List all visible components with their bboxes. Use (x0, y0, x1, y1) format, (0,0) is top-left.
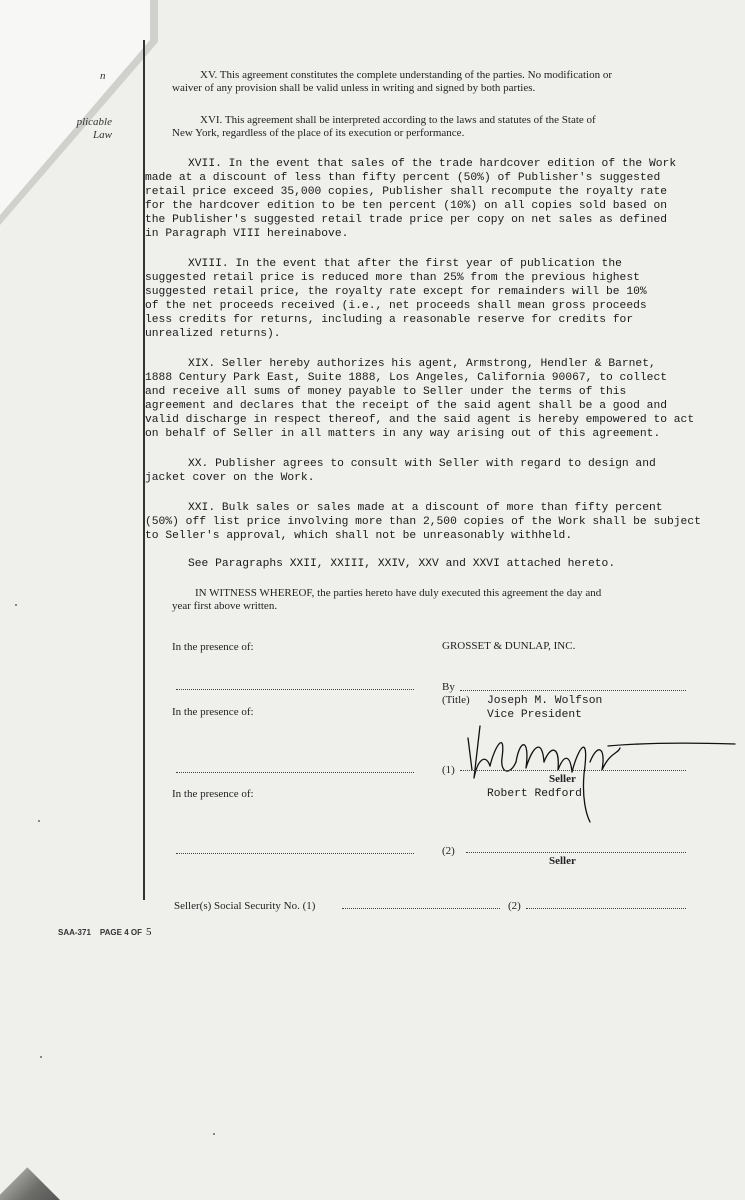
clause-xix-line: XIX. Seller hereby authorizes his agent, Armstrong, Hendler & Barnet, (188, 358, 656, 370)
clause-xviii-line: suggested retail price is reduced more than 25% from the previous highest (145, 272, 640, 284)
publisher-name: GROSSET & DUNLAP, INC. (442, 640, 576, 652)
seller1-name: Robert Redford (487, 788, 582, 800)
page-label: PAGE 4 OF (99, 928, 142, 937)
by-signature-line (460, 690, 686, 691)
page-footer (58, 922, 152, 940)
ssn-label: Seller(s) Social Security No. (1) (174, 900, 316, 912)
clause-xix-line: agreement and declares that the receipt of the said agent shall be a good and (145, 400, 668, 412)
clause-xvii-line: XVII. In the event that sales of the trade hardcover edition of the Work (188, 158, 677, 170)
signer-title: Vice President (487, 709, 582, 721)
ssn1-line (342, 908, 500, 909)
margin-note-applicable: plicable (76, 116, 112, 128)
clause-xvii-line: for the hardcover edition to be ten percent (10%) on all copies sold based on (145, 200, 668, 212)
ssn2-line (526, 908, 686, 909)
seller1-label: Seller (549, 773, 576, 785)
speck (213, 1133, 215, 1135)
seller1-signature-line (460, 770, 686, 771)
clause-xix-line: and receive all sums of money payable to Seller under the terms of this (145, 386, 627, 398)
clause-xix-line: valid discharge in respect thereof, and the said agent is hereby empowered to act (145, 414, 695, 426)
form-number: SAA-371 (58, 928, 91, 937)
margin-note-law: Law (93, 129, 112, 141)
underlying-page-corner (0, 0, 150, 215)
page-corner-shadow (0, 1140, 60, 1200)
witness-line1: IN WITNESS WHEREOF, the parties hereto have duly executed this agreement the day and (195, 587, 602, 599)
speck (38, 820, 40, 822)
title-label: (Title) (442, 694, 470, 706)
clause-xv-line2: waiver of any provision shall be valid unless in writing and signed by both parties. (172, 82, 536, 94)
clause-xviii-line: unrealized returns). (145, 328, 281, 340)
clause-xvi-line2: New York, regardless of the place of its execution or performance. (172, 127, 465, 139)
clause-xix-line: 1888 Century Park East, Suite 1888, Los Angeles, California 90067, to collect (145, 372, 668, 384)
ssn2-label: (2) (508, 900, 521, 912)
speck (40, 1056, 42, 1058)
presence-label-2: In the presence of: (172, 706, 254, 718)
by-label: By (442, 681, 455, 693)
witness-line2: year first above written. (172, 600, 278, 612)
witness-line-3 (176, 853, 414, 854)
signer-name: Joseph M. Wolfson (487, 695, 603, 707)
clause-xviii-line: suggested retail price, the royalty rate except for remainders will be 10% (145, 286, 647, 298)
page-total: 5 (146, 926, 152, 938)
clause-xxi-line: to Seller's approval, which shall not be unreasonably withheld. (145, 530, 573, 542)
handwritten-signature (460, 718, 736, 826)
clause-xviii-line: of the net proceeds received (i.e., net proceeds shall mean gross proceeds (145, 300, 647, 312)
speck (15, 604, 17, 606)
clause-xxi-line: XXI. Bulk sales or sales made at a discount of more than fifty percent (188, 502, 663, 514)
clause-xx-line: jacket cover on the Work. (145, 472, 315, 484)
clause-xvii-line: the Publisher's suggested retail trade price per copy on net sales as defined (145, 214, 668, 226)
seller2-signature-line (466, 852, 686, 853)
witness-line-2 (176, 772, 414, 773)
seller2-label: Seller (549, 855, 576, 867)
clause-xviii-line: less credits for returns, including a reasonable reserve for credits for (145, 314, 634, 326)
clause-xv-line1: XV. This agreement constitutes the complete understanding of the parties. No modification or (200, 69, 612, 81)
presence-label-3: In the presence of: (172, 788, 254, 800)
seller1-number: (1) (442, 764, 455, 776)
see-paragraphs: See Paragraphs XXII, XXIII, XXIV, XXV and XXVI attached hereto. (188, 558, 616, 570)
margin-note-1: n (100, 70, 106, 82)
margin-rule (143, 40, 145, 900)
clause-xxi-line: (50%) off list price involving more than 2,500 copies of the Work shall be subject (145, 516, 701, 528)
clause-xvii-line: in Paragraph VIII hereinabove. (145, 228, 349, 240)
clause-xix-line: on behalf of Seller in all matters in any way arising out of this agreement. (145, 428, 661, 440)
clause-xvii-line: retail price exceed 35,000 copies, Publisher shall recompute the royalty rate (145, 186, 668, 198)
presence-label-1: In the presence of: (172, 641, 254, 653)
clause-xvi-line1: XVI. This agreement shall be interpreted according to the laws and statutes of the State of (200, 114, 596, 126)
clause-xx-line: XX. Publisher agrees to consult with Seller with regard to design and (188, 458, 656, 470)
clause-xviii-line: XVIII. In the event that after the first year of publication the (188, 258, 622, 270)
seller2-number: (2) (442, 845, 455, 857)
clause-xvii-line: made at a discount of less than fifty percent (50%) of Publisher's suggested (145, 172, 661, 184)
witness-line-1 (176, 689, 414, 690)
